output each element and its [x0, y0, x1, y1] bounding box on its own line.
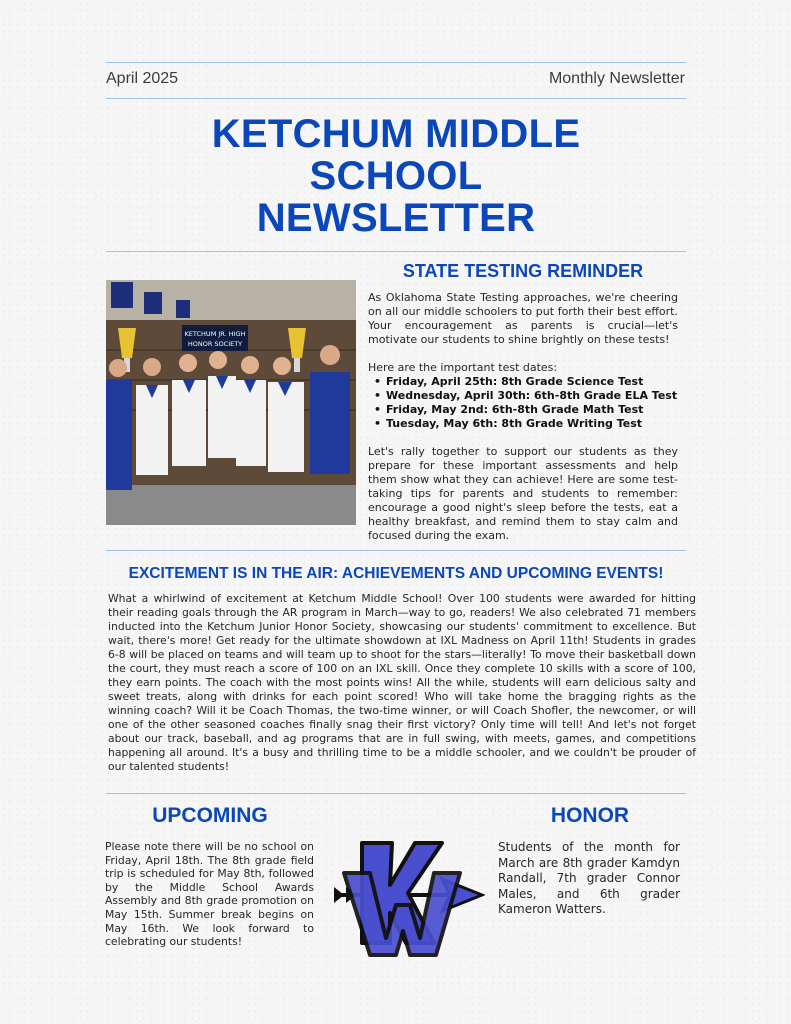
excitement-heading: EXCITEMENT IS IN THE AIR: ACHIEVEMENTS AND UPCOMING EVENTS! — [128, 565, 664, 582]
photo-banner-line: HONOR SOCIETY — [187, 340, 243, 348]
section-rule — [106, 793, 686, 794]
honor-heading: HONOR — [550, 804, 630, 827]
upcoming-heading: UPCOMING — [152, 804, 268, 827]
issue-date: April 2025 — [106, 70, 179, 87]
section-rule — [106, 550, 686, 551]
title-line: SCHOOL — [309, 154, 483, 198]
testing-closing: Let's rally together to support our students as they prepare for these important assessments and help them show what they can achieve! Here are some test-taking tips for parents and students to remember: encourage a good night's sleep before the tests, eat a healthy breakfast, and remind them to stay calm and focused during the exam. — [368, 445, 678, 542]
excitement-body: What a whirlwind of excitement at Ketchum Middle School! Over 100 students were awarded for hitting their reading goals through the AR program in March—way to go, readers! We also celebrated 71 members inducted into the Ketchum Junior Honor Society, showcasing our students' commitment to excellence. But wait, there's more! Get ready for the ultimate showdown at IXL Madness on April 11th! Students in grades 6-8 will be placed on teams and will team up to shoot for the stars—literally! To move their basketball down the court, they must reach a score of 100 on an IXL skill. Once they complete 10 skills with a score of 100, they earn points. The coach with the most points wins! All the while, students will earn delicious salty and sweet treats, along with drinks for each point scored! Who will take home the bragging rights as the winning coach? Will it be Coach Thomas, the two-time winner, or will Coach Shofler, the newcomer, or will one of the other seasoned coaches finally snag their first victory? Only time will tell! And let's not forget about our track, baseball, and ag programs that are in full swing, with meets, games, and competitions happening all around. It's a busy and thrilling time to be a middle schooler, and we couldn't be prouder of our talented students! — [108, 592, 696, 773]
dates-intro: Here are the important test dates: — [368, 361, 558, 374]
list-item: • Tuesday, May 6th: 8th Grade Writing Test — [386, 417, 678, 431]
header-rule — [106, 98, 686, 99]
honor-body: Students of the month for March are 8th grader Kamdyn Randall, 7th grader Connor Males, and 6th grader Kameron Watters. — [498, 840, 680, 916]
top-rule — [106, 62, 686, 63]
test-dates-list — [368, 375, 678, 431]
testing-heading: STATE TESTING REMINDER — [402, 261, 644, 281]
testing-section — [368, 291, 678, 543]
title-line: NEWSLETTER — [256, 196, 536, 240]
honor-society-photo — [106, 280, 356, 525]
kw-logo — [330, 833, 485, 958]
title-rule — [106, 251, 686, 252]
upcoming-body: Please note there will be no school on Friday, April 18th. The 8th grade field trip is scheduled for May 8th, followed by the Middle School Awards Assembly and 8th grade promotion on May 15th. Summer break begins on May 16th. We look forward to celebrating our students! — [105, 840, 314, 949]
title-line: KETCHUM MIDDLE — [211, 112, 581, 156]
testing-intro: As Oklahoma State Testing approaches, we're cheering on all our middle schoolers to put forth their best effort. Your encouragement as parents is crucial—let's motivate our students to shine brightly on these tests! — [368, 291, 678, 346]
page-title — [106, 113, 686, 239]
list-item: • Wednesday, April 30th: 6th-8th Grade ELA Test — [386, 389, 678, 403]
list-item: • Friday, May 2nd: 6th-8th Grade Math Test — [386, 403, 678, 417]
list-item: • Friday, April 25th: 8th Grade Science Test — [386, 375, 678, 389]
photo-banner-line: KETCHUM JR. HIGH — [184, 330, 246, 338]
newsletter-type: Monthly Newsletter — [548, 70, 685, 87]
